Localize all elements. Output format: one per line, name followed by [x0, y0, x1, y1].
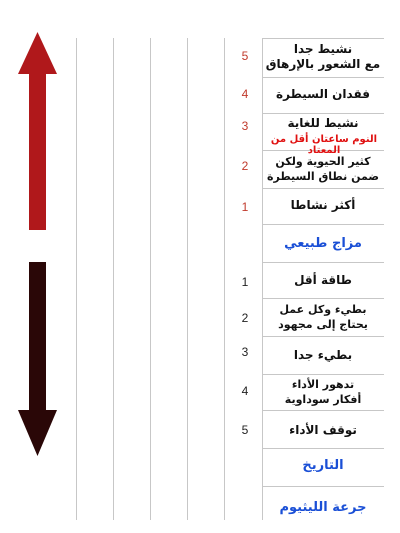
mood-row-down-4: [228, 374, 384, 410]
lithium-dose-label: جرعة الليثيوم: [279, 500, 367, 515]
label-line: يحتاج إلى مجهود: [278, 318, 368, 331]
label-line: ضمن نطاق السيطرة: [266, 170, 379, 183]
mood-row-down-5: [228, 410, 384, 448]
level-number: 1: [241, 200, 249, 214]
level-number: 2: [241, 311, 249, 325]
label-line: نشيط جدا: [293, 42, 353, 56]
level-number: 2: [241, 159, 249, 173]
label-line: تدهور الأداء: [291, 378, 355, 391]
level-label: فقدان السيطرة: [276, 87, 370, 101]
level-number: 1: [241, 275, 249, 289]
grid-line: [187, 38, 188, 520]
date-row: [228, 448, 384, 486]
mood-row-down-3: [228, 336, 384, 374]
mood-row-up-1: [228, 188, 384, 224]
mood-row-up-5: [228, 38, 384, 77]
level-number: 4: [241, 87, 249, 101]
level-label: [264, 302, 382, 332]
mood-row-down-2: [228, 298, 384, 336]
arrow-down-icon: [18, 262, 57, 456]
label-line: كثير الحيوية ولكن: [275, 155, 371, 168]
grid-line: [76, 38, 77, 520]
mood-row-up-2: [228, 150, 384, 188]
date-label: التاريخ: [302, 458, 344, 473]
level-number: 5: [241, 423, 249, 437]
level-number: 4: [241, 384, 249, 398]
level-label: نشيط للغاية: [287, 116, 359, 130]
label-line: بطيء وكل عمل: [279, 303, 367, 316]
level-label: أكثر نشاطا: [290, 198, 356, 212]
label-line: مع الشعور بالإرهاق: [265, 57, 381, 71]
grid-line: [224, 38, 225, 520]
mood-row-down-1: [228, 262, 384, 298]
grid-line: [113, 38, 114, 520]
mood-row-up-4: [228, 77, 384, 113]
arrow-up-icon: [18, 32, 57, 230]
level-label: توقف الأداء: [289, 423, 357, 437]
level-label: [264, 154, 382, 184]
level-number: 5: [241, 49, 249, 63]
label-line: أفكار سوداوية: [284, 393, 362, 406]
level-label: طاقة أقل: [294, 273, 352, 287]
level-number: 3: [241, 119, 249, 133]
level-number: 3: [241, 345, 249, 359]
level-label: [264, 42, 382, 72]
grid-line: [150, 38, 151, 520]
normal-mood-row: [228, 224, 384, 262]
sleep-note: النوم ساعتان أقل من المعتاد: [270, 134, 378, 156]
level-label: بطيء جدا: [293, 348, 353, 362]
level-label: [264, 377, 382, 407]
normal-mood-label: مزاج طبيعي: [284, 236, 362, 251]
lithium-row: [228, 486, 384, 526]
